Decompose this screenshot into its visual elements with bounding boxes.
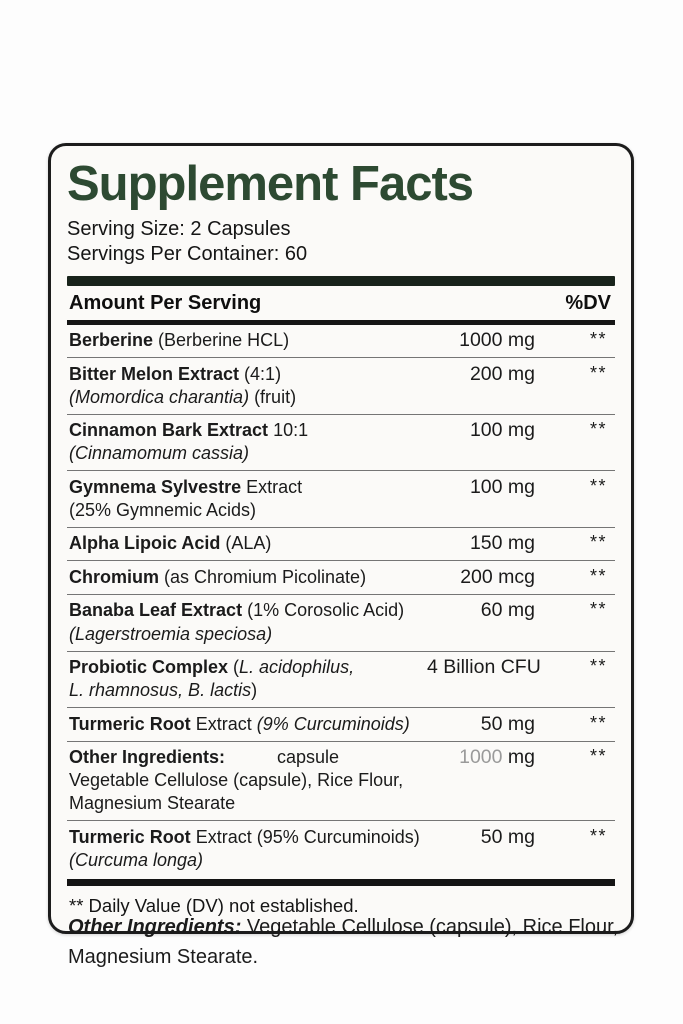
table-row (67, 325, 615, 359)
table-row (67, 595, 615, 652)
ingredient-amount: 200 mcg (460, 565, 535, 588)
table-row (67, 561, 615, 595)
ingredient-name: Other Ingredients: capsule Vegetable Cellulose (capsule), Rice Flour, Magnesium Stearate (69, 747, 404, 814)
table-row (67, 821, 615, 877)
table-row (67, 652, 615, 709)
ingredient-dv: ** (589, 656, 607, 677)
ingredient-name: Gymnema Sylvestre Extract (25% Gymnemic Acids) (69, 476, 303, 520)
ingredient-dv: ** (589, 712, 607, 733)
ingredient-amount: 150 mg (469, 532, 535, 555)
ingredient-amount: 50 mg (480, 712, 535, 735)
supplement-facts-panel (48, 143, 634, 934)
serving-size-text: Serving Size: 2 Capsules (67, 217, 291, 240)
ingredient-dv: ** (589, 825, 607, 846)
other-ingredients-paragraph (68, 912, 626, 972)
ingredient-dv: ** (589, 475, 607, 496)
table-row (67, 415, 615, 472)
panel-title: Supplement Facts (67, 157, 474, 211)
ingredient-amount: 1000 mg (459, 746, 535, 769)
amount-per-serving-header: Amount Per Serving (69, 291, 262, 314)
ingredient-table (67, 325, 615, 877)
ingredient-dv: ** (589, 329, 607, 350)
daily-value-footnote: ** Daily Value (DV) not established. (69, 894, 359, 916)
ingredient-name: Alpha Lipoic Acid (ALA) (69, 533, 272, 554)
table-header-row (67, 286, 615, 320)
ingredient-dv: ** (589, 565, 607, 586)
ingredient-amount: 200 mg (469, 362, 535, 385)
ingredient-name: Berberine (Berberine HCL) (69, 330, 290, 351)
divider-thick-top (67, 276, 615, 286)
ingredient-name: Chromium (as Chromium Picolinate) (69, 566, 367, 587)
ingredient-dv: ** (589, 419, 607, 440)
ingredient-dv: ** (589, 532, 607, 553)
ingredient-amount: 100 mg (469, 419, 535, 442)
ingredient-name: Bitter Melon Extract (4:1) (Momordica charantia) (fruit) (69, 363, 297, 407)
ingredient-dv: ** (589, 362, 607, 383)
other-ingredients-value: Vegetable Cellulose (capsule), Rice Flour, Magnesium Stearate. (68, 916, 619, 968)
table-row (67, 528, 615, 562)
table-row (67, 358, 615, 415)
table-row (67, 742, 615, 822)
other-ingredients-label: Other Ingredients: (68, 916, 242, 938)
divider-thick-bottom (67, 879, 615, 886)
percent-dv-header: %DV (565, 291, 611, 314)
table-row (67, 708, 615, 742)
ingredient-name: Turmeric Root Extract (95% Curcuminoids) (Curcuma longa) (69, 826, 420, 870)
ingredient-amount: 50 mg (480, 825, 535, 848)
ingredient-name: Cinnamon Bark Extract 10:1 (Cinnamomum cassia) (69, 420, 309, 464)
ingredient-name: Probiotic Complex (L. acidophilus, L. rhamnosus, B. lactis) (69, 657, 355, 701)
ingredient-dv: ** (589, 746, 607, 767)
servings-per-container-text: Servings Per Container: 60 (67, 243, 308, 266)
table-row (67, 471, 615, 528)
ingredient-amount: 60 mg (480, 599, 535, 622)
ingredient-amount: 4 Billion CFU (427, 656, 541, 679)
ingredient-amount: 1000 mg (459, 329, 535, 352)
ingredient-name: Banaba Leaf Extract (1% Corosolic Acid) (Lagerstroemia speciosa) (69, 600, 405, 644)
ingredient-name: Turmeric Root Extract (9% Curcuminoids) (69, 713, 410, 734)
ingredient-amount: 100 mg (469, 475, 535, 498)
ingredient-dv: ** (589, 599, 607, 620)
